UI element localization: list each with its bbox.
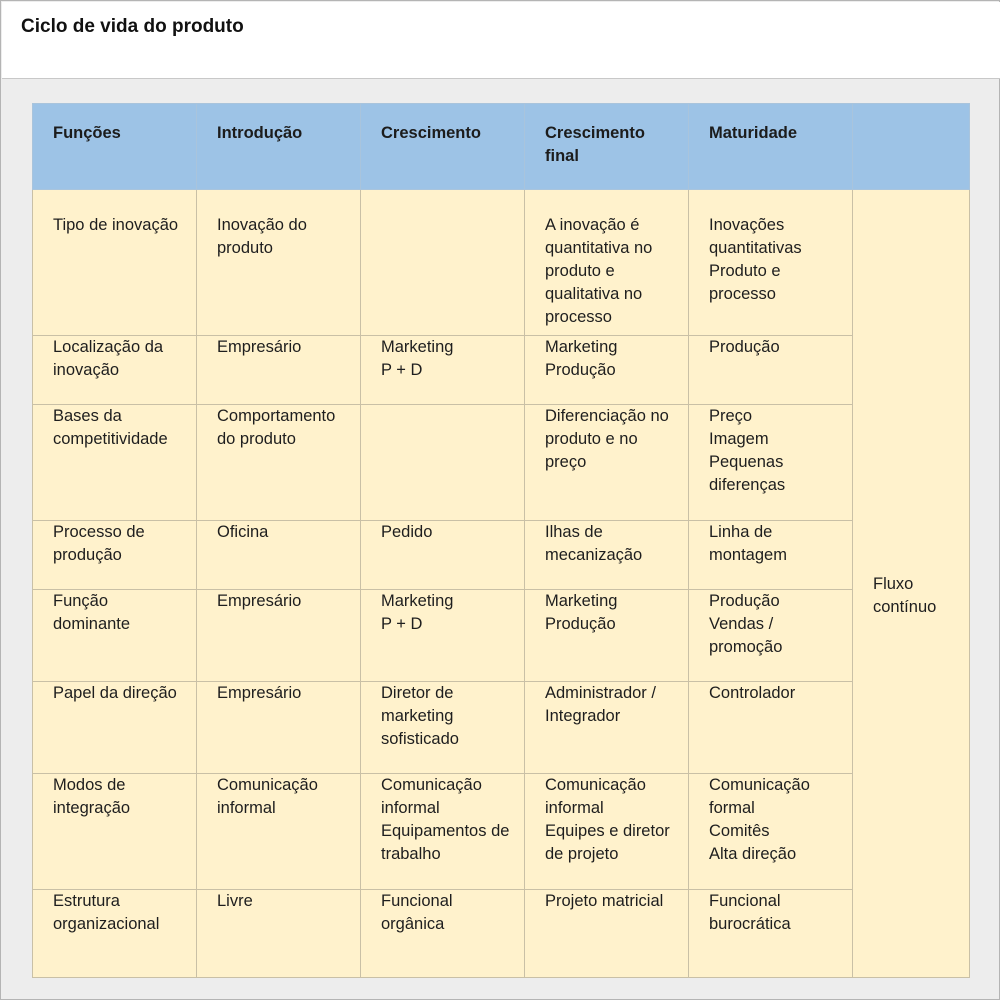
cell-text-line: Comunicação (709, 776, 810, 794)
cell-text-line: Funções (53, 124, 121, 142)
cell-text-line: sofisticado (381, 730, 459, 748)
header-fluxo (853, 104, 970, 190)
cell-text-line: Produção (545, 361, 616, 379)
cell-text-line: Produção (545, 615, 616, 633)
table-row (33, 190, 970, 336)
introducao-cell (197, 190, 361, 336)
title-bar (2, 2, 1000, 79)
crescimento-cell (361, 336, 525, 405)
introducao-cell (197, 336, 361, 405)
cell-text-line: inovação (53, 361, 120, 379)
row-label-cell (33, 590, 197, 682)
crescimento-cell (361, 682, 525, 774)
header-crescimento-final (525, 104, 689, 190)
row-label-cell (33, 405, 197, 521)
cell-text-line: P + D (381, 615, 423, 633)
cell-text-line: Linha de (709, 523, 773, 541)
cell-text-line: dominante (53, 615, 131, 633)
cell-text-line: P + D (381, 361, 423, 379)
cell-text-line: Comunicação (217, 776, 318, 794)
cell-text-line: Empresário (217, 684, 302, 702)
cell-text-line: burocrática (709, 915, 791, 933)
table-row (33, 774, 970, 890)
cell-text-line: final (545, 147, 579, 165)
header-introducao (197, 104, 361, 190)
cell-text-line: produto e (545, 262, 615, 280)
cell-text-line: Integrador (545, 707, 621, 725)
cell-text-line: Fluxo (873, 574, 914, 593)
cell-text-line: Marketing (545, 338, 618, 356)
cell-text-line: Vendas / (709, 615, 774, 633)
cell-text-line: Comportamento (217, 407, 336, 425)
cell-text-line: formal (709, 799, 755, 817)
cell-text-line: de projeto (545, 845, 619, 863)
cell-text-line: Oficina (217, 523, 269, 541)
cell-text-line: trabalho (381, 845, 441, 863)
cell-text-line: Tipo de inovação (53, 216, 179, 234)
cell-text-line: promoção (709, 638, 783, 656)
cell-text-line: Produto e (709, 262, 781, 280)
table-row (33, 590, 970, 682)
page-title: Ciclo de vida do produto (21, 16, 244, 37)
row-label-cell (33, 190, 197, 336)
cell-text-line: produção (53, 546, 122, 564)
introducao-cell (197, 682, 361, 774)
product-lifecycle-table (32, 103, 970, 978)
cell-text-line: Equipes e diretor (545, 822, 670, 840)
cell-text-line: Localização da (53, 338, 164, 356)
row-label-cell (33, 336, 197, 405)
crescimento-final-cell (525, 190, 689, 336)
cell-text-line: montagem (709, 546, 787, 564)
row-label-cell (33, 774, 197, 890)
row-label-cell (33, 521, 197, 590)
cell-text-line: Comitês (709, 822, 770, 840)
fluxo-continuo-cell (853, 190, 970, 978)
cell-text-line: Preço (709, 407, 753, 425)
cell-text-line: orgânica (381, 915, 445, 933)
cell-text-line: Marketing (381, 338, 454, 356)
cell-text-line: contínuo (873, 597, 937, 616)
cell-text-line: Imagem (709, 430, 769, 448)
cell-text-line: Marketing (381, 592, 454, 610)
cell-text-line: Comunicação (381, 776, 482, 794)
cell-text-line: quantitativa no (545, 239, 653, 257)
header-maturidade (689, 104, 853, 190)
cell-text-line: Crescimento (545, 124, 645, 142)
cell-text-line: A inovação é (545, 216, 640, 234)
cell-text-line: Inovação do (217, 216, 307, 234)
cell-text-line: Diretor de (381, 684, 454, 702)
introducao-cell (197, 890, 361, 978)
crescimento-cell (361, 405, 525, 521)
cell-text-line: Empresário (217, 592, 302, 610)
cell-text-line: Maturidade (709, 124, 798, 142)
crescimento-final-cell (525, 890, 689, 978)
cell-text-line: Equipamentos de (381, 822, 510, 840)
cell-text-line: Pequenas (709, 453, 784, 471)
crescimento-final-cell (525, 590, 689, 682)
cell-text-line: Comunicação (545, 776, 646, 794)
maturidade-cell (689, 774, 853, 890)
cell-text-line: organizacional (53, 915, 160, 933)
table-body (33, 190, 970, 978)
cell-text-line: Livre (217, 892, 253, 910)
crescimento-final-cell (525, 521, 689, 590)
cell-text-line: Produção (709, 338, 780, 356)
cell-text-line: processo (545, 308, 612, 326)
cell-text-line: processo (709, 285, 776, 303)
cell-text-line: informal (381, 799, 440, 817)
header-crescimento (361, 104, 525, 190)
cell-text-line: Modos de (53, 776, 126, 794)
cell-text-line: informal (545, 799, 604, 817)
cell-text-line: mecanização (545, 546, 643, 564)
cell-text-line: Pedido (381, 523, 433, 541)
cell-text-line: Processo de (53, 523, 145, 541)
crescimento-final-cell (525, 682, 689, 774)
cell-text-line: Produção (709, 592, 780, 610)
cell-text-line: Controlador (709, 684, 796, 702)
cell-text-line: Projeto matricial (545, 892, 664, 910)
maturidade-cell (689, 405, 853, 521)
cell-text-line: Diferenciação no (545, 407, 669, 425)
cell-text-line: Empresário (217, 338, 302, 356)
cell-text-line: Funcional (381, 892, 453, 910)
table-row (33, 682, 970, 774)
cell-text-line: Ilhas de (545, 523, 603, 541)
introducao-cell (197, 521, 361, 590)
cell-text-line: integração (53, 799, 131, 817)
table-row (33, 521, 970, 590)
cell-text-line: Administrador / (545, 684, 656, 702)
cell-text-line: Alta direção (709, 845, 797, 863)
cell-text-line: Estrutura (53, 892, 120, 910)
cell-text-line: Funcional (709, 892, 781, 910)
cell-text-line: Introdução (217, 124, 303, 142)
cell-text-line: Crescimento (381, 124, 481, 142)
cell-text-line: Bases da (53, 407, 122, 425)
cell-text-line: preço (545, 453, 587, 471)
crescimento-final-cell (525, 774, 689, 890)
cell-text-line: Marketing (545, 592, 618, 610)
cell-text-line: Papel da direção (53, 684, 177, 702)
crescimento-cell (361, 190, 525, 336)
maturidade-cell (689, 190, 853, 336)
cell-text-line: competitividade (53, 430, 168, 448)
introducao-cell (197, 405, 361, 521)
maturidade-cell (689, 336, 853, 405)
cell-text-line: produto e no (545, 430, 638, 448)
crescimento-final-cell (525, 336, 689, 405)
maturidade-cell (689, 682, 853, 774)
cell-text-line: Inovações (709, 216, 785, 234)
cell-text-line: produto (217, 239, 273, 257)
introducao-cell (197, 590, 361, 682)
maturidade-cell (689, 521, 853, 590)
table-row (33, 336, 970, 405)
table-row (33, 890, 970, 978)
row-label-cell (33, 682, 197, 774)
cell-text-line: quantitativas (709, 239, 802, 257)
header-funcoes (33, 104, 197, 190)
cell-text-line: do produto (217, 430, 296, 448)
cell-text-line: Função (53, 592, 109, 610)
cell-text-line: qualitativa no (545, 285, 643, 303)
crescimento-cell (361, 521, 525, 590)
cell-text-line: diferenças (709, 476, 786, 494)
row-label-cell (33, 890, 197, 978)
crescimento-cell (361, 890, 525, 978)
maturidade-cell (689, 590, 853, 682)
crescimento-cell (361, 590, 525, 682)
crescimento-final-cell (525, 405, 689, 521)
crescimento-cell (361, 774, 525, 890)
table-row (33, 405, 970, 521)
cell-text-line: marketing (381, 707, 454, 725)
header-row (33, 104, 970, 190)
cell-text-line: informal (217, 799, 276, 817)
maturidade-cell (689, 890, 853, 978)
introducao-cell (197, 774, 361, 890)
